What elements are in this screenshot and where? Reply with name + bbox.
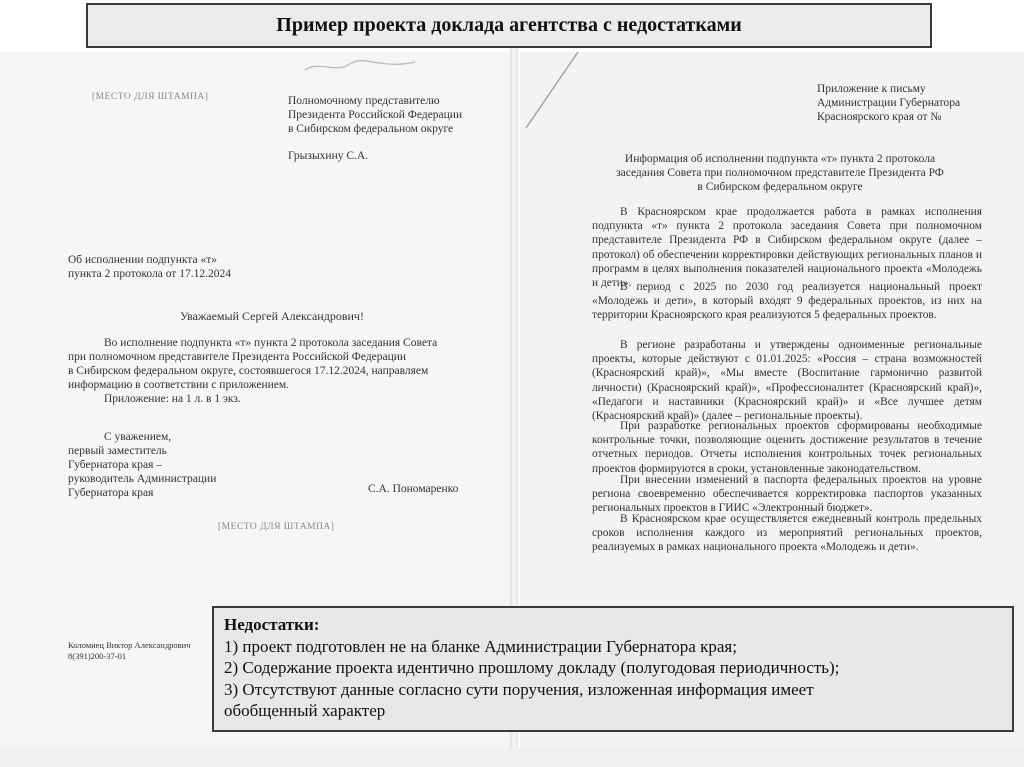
info-paragraph: При разработке региональных проектов сформированы необходимые контрольные точки, позволяющие оценить достижение результатов в течение отчетных периодов. Отчеты исполнения контрольных точек региональных проектов формируются в сроки, установленные законодательством. bbox=[592, 420, 982, 475]
body-line: информацию в соответствии с приложением. bbox=[68, 379, 290, 391]
body-line: при полномочном представителе Президента Российской Федерации bbox=[68, 351, 407, 363]
executor-phone: 8(391)200-37-01 bbox=[68, 651, 127, 661]
info-paragraph: В регионе разработаны и утверждены одноименные региональные проекты, которые действуют с 01.01.2025: «Россия – страна возможностей (Красноярский край)», «Мы вместе (Воспитание гармонично развитой личности) (Красноярский край)», «Профессионалитет (Красноярский край)», «Педагоги и наставники (Красноярский край)» и «Все лучшее детям (Красноярский край)» (далее – региональные проекты). bbox=[592, 339, 982, 423]
greeting: Уважаемый Сергей Александрович! bbox=[180, 309, 364, 323]
body-line: Во исполнение подпункта «т» пункта 2 протокола заседания Совета bbox=[104, 337, 438, 349]
addressee-name: Грызыхину С.А. bbox=[288, 150, 369, 162]
subject-line: Об исполнении подпункта «т» bbox=[68, 254, 217, 266]
appendix-header-line: Приложение к письму bbox=[817, 83, 926, 95]
shortcoming-item: обобщенный характер bbox=[224, 701, 386, 720]
stamp-placeholder-bottom: [МЕСТО ДЛЯ ШТАМПА] bbox=[218, 522, 335, 532]
addressee-line: Полномочному представителю bbox=[288, 95, 440, 107]
body-line: в Сибирском федеральном округе, состоявшегося 17.12.2024, направляем bbox=[68, 365, 429, 377]
shortcoming-item: 2) Содержание проекта идентично прошлому докладу (полугодовая периодичность); bbox=[224, 658, 840, 677]
stamp-placeholder-top: [МЕСТО ДЛЯ ШТАМПА] bbox=[92, 92, 209, 102]
closing-line: руководитель Администрации bbox=[68, 473, 217, 485]
info-paragraph: При внесении изменений в паспорта федеральных проектов на уровне региона своевременно обеспечивается корректировка паспортов указанных региональных проектов в ГИИС «Электронный бюджет». bbox=[592, 474, 982, 515]
info-paragraph: В период с 2025 по 2030 год реализуется национальный проект «Молодежь и дети», в который входят 9 федеральных проектов, из них на территории Красноярского края реализуются 5 федеральных проектов. bbox=[592, 281, 982, 322]
closing-line: Губернатора края bbox=[68, 487, 154, 499]
slide-title: Пример проекта доклада агентства с недостатками bbox=[86, 3, 932, 48]
handwriting-mark bbox=[300, 56, 420, 76]
attachment-note: Приложение: на 1 л. в 1 экз. bbox=[104, 393, 241, 405]
shortcoming-item: 3) Отсутствуют данные согласно сути поручения, изложенная информация имеет bbox=[224, 679, 814, 699]
appendix-header-line: Красноярского края от № bbox=[817, 111, 942, 123]
closing-line: С уважением, bbox=[104, 431, 172, 443]
shortcoming-item: 1) проект подготовлен не на бланке Администрации Губернатора края; bbox=[224, 636, 737, 656]
info-paragraph: В Красноярском крае осуществляется ежедневный контроль предельных сроков исполнения каждого из мероприятий региональных проектов, реализуемых в рамках национального проекта «Молодежь и дети». bbox=[592, 513, 982, 554]
info-heading-line: заседания Совета при полномочном представителе Президента РФ bbox=[616, 167, 944, 179]
addressee-line: Президента Российской Федерации bbox=[288, 109, 463, 121]
bottom-strip bbox=[0, 748, 1024, 767]
shortcomings-header: Недостатки: bbox=[224, 615, 320, 634]
info-heading-line: в Сибирском федеральном округе bbox=[697, 181, 863, 193]
executor-name: Коломиец Виктор Александрович bbox=[68, 640, 191, 650]
appendix-header-line: Администрации Губернатора bbox=[817, 97, 961, 109]
closing-line: Губернатора края – bbox=[68, 459, 163, 471]
closing-line: первый заместитель bbox=[68, 445, 167, 457]
subject-line: пункта 2 протокола от 17.12.2024 bbox=[68, 268, 231, 280]
info-paragraph: В Красноярском крае продолжается работа в рамках исполнения подпункта «т» пункта 2 протокола заседания Совета при полномочном представителе Президента РФ в Сибирском федеральном округе (далее – протокол) об обеспечении корректировки действующих региональных планов и программ в целях выполнения показателей национального проекта «Молодежь и дети». bbox=[592, 206, 982, 290]
signatory-name: С.А. Пономаренко bbox=[368, 483, 459, 495]
addressee-line: в Сибирском федеральном округе bbox=[288, 123, 454, 135]
scan-edge-line bbox=[520, 50, 580, 130]
info-heading-line: Информация об исполнении подпункта «т» пункта 2 протокола bbox=[624, 153, 936, 165]
shortcomings-box bbox=[212, 606, 1014, 732]
